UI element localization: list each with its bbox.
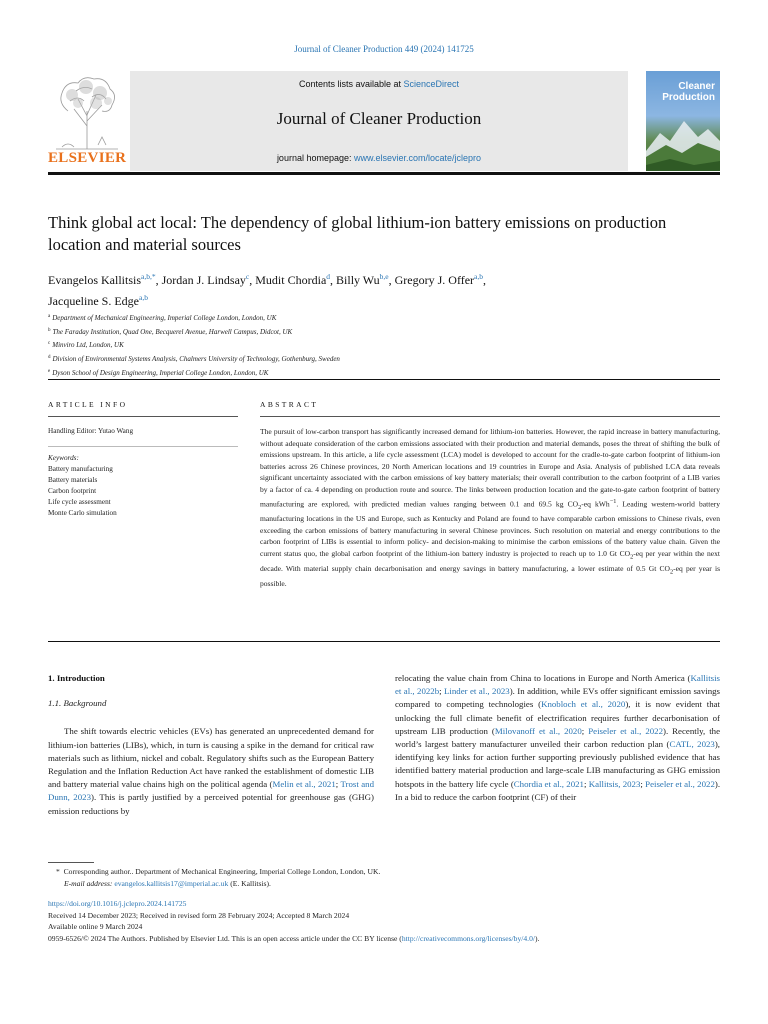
body-text: ; bbox=[583, 778, 589, 789]
affiliation-key: b bbox=[48, 327, 51, 333]
body-text: ), it is now evident that unlocking the full climate benefit of electrification requires further decarbonisation of upstream LIB production ( bbox=[395, 699, 720, 736]
body-paragraph bbox=[395, 672, 720, 804]
citation-link[interactable]: Trost and Dunn, 2023 bbox=[48, 779, 375, 803]
email-link[interactable]: evangelos.kallitsis17@imperial.ac.uk bbox=[114, 879, 229, 888]
body-text: The shift towards electric vehicles (EVs) has generated an unprecedented demand for lithium-ion batteries (LIBs), which, in turn is causing a spike in the demand for critical raw materials such as lithium, nickel and cobalt. Regulatory shifts such as the European Battery Regulation and the Inflation Reduction Act have ranked the establishment of domestic LIB and battery material value chains high on the political agenda ( bbox=[48, 726, 374, 790]
body-column-left bbox=[48, 672, 374, 818]
author[interactable] bbox=[48, 273, 162, 287]
cover-mountain-image bbox=[646, 111, 720, 171]
abstract-subscript: 2 bbox=[630, 553, 634, 561]
header-divider bbox=[48, 379, 720, 380]
cover-title bbox=[646, 81, 720, 103]
affiliation bbox=[48, 338, 648, 352]
cover-title-line2: Production bbox=[662, 92, 715, 103]
body-column-right bbox=[395, 672, 720, 804]
article-info-heading: ARTICLE INFO bbox=[48, 400, 128, 409]
author-affiliation-mark[interactable]: d bbox=[326, 272, 331, 281]
citation-link[interactable]: Kallitsis et al., 2022b bbox=[395, 673, 720, 697]
abstract-part: . Leading western-world battery manufacturing locations in the US and Europe, such as Kentucky and Poland are found to have comparable carbon emissions to Chinese rivals, even exceeding the carbon emissions of battery manufacturing in several Chinese provinces. Such resolution on material and energy contributions to the carbon footprint of LIBs is essential to inform policy- and decision-making to minimise the carbon emissions of the battery value chain. Given the current status quo, the global carbon footprint of the lithium-ion battery industry is projected to reach up to 1.0 Gt CO bbox=[260, 499, 720, 558]
abstract-part: -eq per year is possible. bbox=[260, 564, 721, 589]
masthead-rule bbox=[48, 172, 720, 175]
affiliation-text: Division of Environmental Systems Analysis, Chalmers University of Technology, Gothenburg, Sweden bbox=[52, 355, 340, 364]
body-text: ; bbox=[439, 686, 445, 697]
affiliation bbox=[48, 366, 648, 380]
body-text: ; bbox=[581, 725, 589, 736]
license-prefix: 0959-6526/© 2024 The Authors. Published by Elsevier Ltd. This is an open access article under the CC BY license ( bbox=[48, 933, 402, 943]
citation-link[interactable]: Peiseler et al., 2022 bbox=[645, 778, 715, 789]
footnote-mark: * bbox=[56, 867, 60, 876]
abstract-part: -eq kWh bbox=[581, 499, 610, 509]
affiliation-text: Department of Mechanical Engineering, Imperial College London, London, UK bbox=[52, 314, 277, 322]
sciencedirect-link[interactable]: ScienceDirect bbox=[403, 79, 460, 89]
abstract-divider bbox=[48, 641, 720, 642]
keyword: Battery manufacturing bbox=[48, 465, 113, 473]
body-text: relocating the value chain from China to locations in Europe and North America ( bbox=[395, 673, 691, 683]
article-info-subrule bbox=[48, 446, 238, 447]
abstract-heading: ABSTRACT bbox=[260, 400, 319, 409]
body-text: ). In addition, while EVs offer significant emission savings compared to competing technologies ( bbox=[395, 686, 720, 710]
footnote-text: Corresponding author.. Department of Mechanical Engineering, Imperial College London, London, UK. bbox=[63, 867, 381, 876]
author[interactable] bbox=[48, 294, 148, 308]
author-name: Jordan J. Lindsay bbox=[161, 273, 246, 287]
abstract-part: -eq per year within the next decade. With material supply chain decarbonisation and energy savings in battery manufacturing, a lower estimate of 0.5 Gt CO bbox=[260, 548, 720, 574]
masthead-banner bbox=[130, 71, 628, 171]
body-text: ). Recently, the world’s largest battery manufacturer unveiled their carbon reduction plan ( bbox=[395, 725, 720, 750]
subsection-heading-background: 1.1. Background bbox=[48, 698, 107, 709]
article-title: Think global act local: The dependency of global lithium-ion battery emissions on production location and material sources bbox=[48, 213, 667, 254]
keyword: Carbon footprint bbox=[48, 487, 97, 495]
author-affiliation-mark[interactable]: a,b,* bbox=[141, 272, 156, 281]
email-suffix: (E. Kallitsis). bbox=[230, 879, 271, 888]
license-link[interactable]: http://creativecommons.org/licenses/by/4.0/ bbox=[401, 933, 535, 943]
author[interactable] bbox=[336, 273, 395, 287]
body-text: ). This is partly justified by a perceived potential for greenhouse gas (GHG) emission reductions by bbox=[48, 792, 374, 816]
abstract-part: The pursuit of low-carbon transport has significantly increased demand for lithium-ion batteries. However, the rapid increase in battery manufacturing, without adequate consideration of the carbon emissions associated with their production and material demands, poses the threat of shifting the bulk of emissions upstream. In this article, a life cycle assessment (LCA) model is developed to account for the cradle-to-gate carbon footprint of lithium-ion batteries across 26 Chinese provinces, 20 North American locations and 19 countries in Europe and Asia. Analysis of published LCA data reveals significant uncertainty associated with the carbon emissions of key battery materials; their overall contribution to the carbon footprint of a LIB varies by a factor of ca. 4 depending on production route and source. The links between production location and the gate-to-gate carbon footprint of battery manufacturing are explored, with predicted median values ranging between 0.1 and 69.5 kg CO bbox=[260, 427, 720, 509]
handling-editor: Handling Editor: Yutao Wang bbox=[48, 427, 134, 435]
author-list bbox=[48, 268, 668, 310]
citation-link[interactable]: Milovanoff et al., 2020 bbox=[494, 725, 582, 736]
journal-homepage-line bbox=[130, 153, 628, 163]
abstract-subscript: 2 bbox=[578, 503, 582, 511]
author[interactable] bbox=[162, 273, 256, 287]
author[interactable] bbox=[255, 273, 336, 287]
citation-link[interactable]: Kallitsis, 2023 bbox=[588, 778, 641, 789]
author[interactable] bbox=[395, 273, 486, 287]
doi-link[interactable]: https://doi.org/10.1016/j.jclepro.2024.141725 bbox=[48, 899, 187, 908]
body-text: ; bbox=[335, 779, 341, 790]
citation-link[interactable]: Peiseler et al., 2022 bbox=[588, 725, 664, 736]
journal-citation-link[interactable]: Journal of Cleaner Production 449 (2024) 141725 bbox=[294, 44, 474, 54]
body-paragraph bbox=[48, 725, 374, 817]
body-text: ). In a bid to reduce the carbon footprint (CF) of their bbox=[395, 778, 721, 802]
corresponding-author-note bbox=[48, 866, 720, 878]
keyword: Life cycle assessment bbox=[48, 498, 111, 506]
author-name: Billy Wu bbox=[336, 273, 380, 287]
license-line bbox=[48, 933, 738, 945]
author-separator: , bbox=[330, 273, 337, 287]
received-dates: Received 14 December 2023; Received in revised form 28 February 2024; Accepted 8 March 2024 bbox=[48, 910, 350, 920]
affiliation bbox=[48, 352, 648, 366]
article-info-rule bbox=[48, 416, 238, 417]
author-affiliation-mark[interactable]: a,b bbox=[474, 272, 484, 281]
affiliation-key: c bbox=[48, 341, 51, 347]
footnotes bbox=[48, 866, 720, 890]
affiliation bbox=[48, 325, 648, 339]
journal-cover-thumbnail[interactable] bbox=[646, 71, 720, 171]
citation-link[interactable]: Melin et al., 2021 bbox=[272, 779, 336, 790]
citation-link[interactable]: Linder et al., 2023 bbox=[444, 686, 510, 697]
affiliation-text: Dyson School of Design Engineering, Imperial College London, London, UK bbox=[52, 368, 269, 377]
affiliations bbox=[48, 311, 648, 380]
elsevier-logo[interactable] bbox=[48, 71, 126, 171]
article-info-panel bbox=[48, 400, 238, 519]
elsevier-tree-icon bbox=[48, 71, 126, 151]
affiliation-key: d bbox=[48, 355, 51, 361]
author-name: Evangelos Kallitsis bbox=[48, 273, 141, 287]
cover-title-line1: Cleaner bbox=[678, 81, 715, 92]
abstract-superscript: −1 bbox=[609, 497, 617, 505]
license-suffix: ). bbox=[534, 933, 540, 943]
email-label: E-mail address: bbox=[64, 879, 113, 888]
author-affiliation-mark[interactable]: a,b bbox=[138, 293, 148, 302]
affiliation-text: Minviro Ltd, London, UK bbox=[52, 341, 124, 350]
author-separator: , bbox=[155, 273, 162, 287]
section-heading-introduction: 1. Introduction bbox=[48, 673, 105, 683]
author-name: Jacqueline S. Edge bbox=[48, 294, 139, 308]
journal-homepage-link[interactable]: www.elsevier.com/locate/jclepro bbox=[354, 153, 482, 163]
abstract-subscript: 2 bbox=[670, 568, 674, 576]
affiliation-text: The Faraday Institution, Quad One, Becquerel Avenue, Harwell Campus, Didcot, UK bbox=[52, 327, 293, 336]
citation-link[interactable]: Knobloch et al., 2020 bbox=[541, 699, 626, 710]
keyword: Monte Carlo simulation bbox=[48, 509, 117, 517]
author-name: Gregory J. Offer bbox=[394, 273, 475, 287]
contents-prefix: Contents lists available at bbox=[298, 79, 404, 89]
homepage-prefix: journal homepage: bbox=[276, 153, 354, 163]
author-separator: , bbox=[388, 273, 395, 287]
affiliation-key: a bbox=[48, 314, 51, 319]
footnote-rule bbox=[48, 862, 94, 863]
author-name: Mudit Chordia bbox=[255, 273, 327, 287]
author-separator: , bbox=[483, 273, 487, 287]
elsevier-wordmark: ELSEVIER bbox=[48, 150, 127, 166]
journal-masthead bbox=[48, 71, 720, 171]
body-text: ), identifying key links for action further supporting previously published evidence that has identified battery material production and large-scale LIB manufacturing as GHG emission hotspots in the battery life cycle ( bbox=[395, 739, 721, 789]
article-metadata bbox=[48, 898, 738, 944]
available-online: Available online 9 March 2024 bbox=[48, 922, 143, 932]
author-separator: , bbox=[249, 273, 256, 287]
abstract-panel bbox=[260, 400, 720, 590]
citation-link[interactable]: CATL, 2023 bbox=[669, 739, 715, 750]
affiliation-key: e bbox=[48, 368, 51, 374]
author-affiliation-mark[interactable]: c bbox=[245, 272, 250, 281]
journal-title: Journal of Cleaner Production bbox=[276, 109, 482, 128]
abstract-text bbox=[260, 426, 720, 590]
abstract-rule bbox=[260, 416, 720, 417]
keyword: Battery materials bbox=[48, 476, 98, 484]
body-text: ; bbox=[640, 778, 646, 789]
email-note bbox=[48, 878, 720, 890]
citation-link[interactable]: Chordia et al., 2021 bbox=[513, 778, 584, 789]
contents-available-line bbox=[130, 79, 628, 89]
keywords-label: Keywords: bbox=[48, 454, 79, 462]
author-affiliation-mark[interactable]: b,e bbox=[379, 272, 389, 281]
affiliation bbox=[48, 311, 648, 325]
